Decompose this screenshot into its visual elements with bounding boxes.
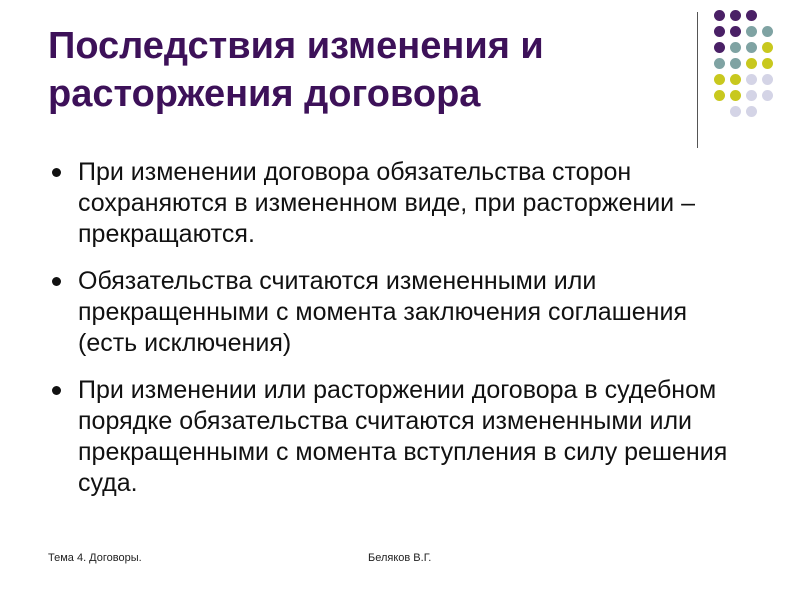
bullet-text: Обязательства считаются измененными или прекращенными с момента заключения соглашения (есть исключения) — [78, 267, 687, 357]
decorative-dot — [746, 90, 757, 101]
decorative-dot — [762, 26, 773, 37]
bullet-icon — [52, 168, 61, 177]
decorative-dot — [746, 106, 757, 117]
decorative-dot — [730, 90, 741, 101]
bullet-item — [48, 375, 738, 499]
decorative-dot — [730, 58, 741, 69]
decorative-dot — [746, 42, 757, 53]
decorative-dot — [730, 42, 741, 53]
bullet-icon — [52, 386, 61, 395]
decorative-dot — [730, 106, 741, 117]
decorative-dot — [746, 10, 757, 21]
decorative-dot — [714, 74, 725, 85]
decorative-dot — [714, 42, 725, 53]
decorative-dot — [762, 58, 773, 69]
decorative-dot — [714, 26, 725, 37]
decorative-dot — [762, 74, 773, 85]
decorative-dot — [714, 10, 725, 21]
decorative-dot — [746, 26, 757, 37]
bullet-text: При изменении или расторжении договора в судебном порядке обязательства считаются измененными или прекращенными с момента вступления в силу решения суда. — [78, 376, 728, 497]
bullet-item — [48, 266, 738, 359]
footer-author: Беляков В.Г. — [368, 552, 432, 564]
bullet-icon — [52, 277, 61, 286]
bullet-list — [48, 157, 738, 515]
decorative-dot — [762, 42, 773, 53]
decorative-dot — [762, 90, 773, 101]
bullet-text: При изменении договора обязательства сторон сохраняются в измененном виде, при расторжении – прекращаются. — [78, 158, 695, 248]
decorative-dot — [730, 26, 741, 37]
decorative-dot — [714, 58, 725, 69]
decorative-dot — [746, 58, 757, 69]
decorative-dot — [730, 74, 741, 85]
decorative-dot — [714, 90, 725, 101]
footer-topic: Тема 4. Договоры. — [48, 552, 142, 564]
decorative-dot-grid — [706, 10, 786, 130]
decorative-dot — [730, 10, 741, 21]
slide-title: Последствия изменения и расторжения договора — [48, 25, 544, 115]
bullet-item — [48, 157, 738, 250]
vertical-divider — [697, 12, 698, 148]
decorative-dot — [746, 74, 757, 85]
